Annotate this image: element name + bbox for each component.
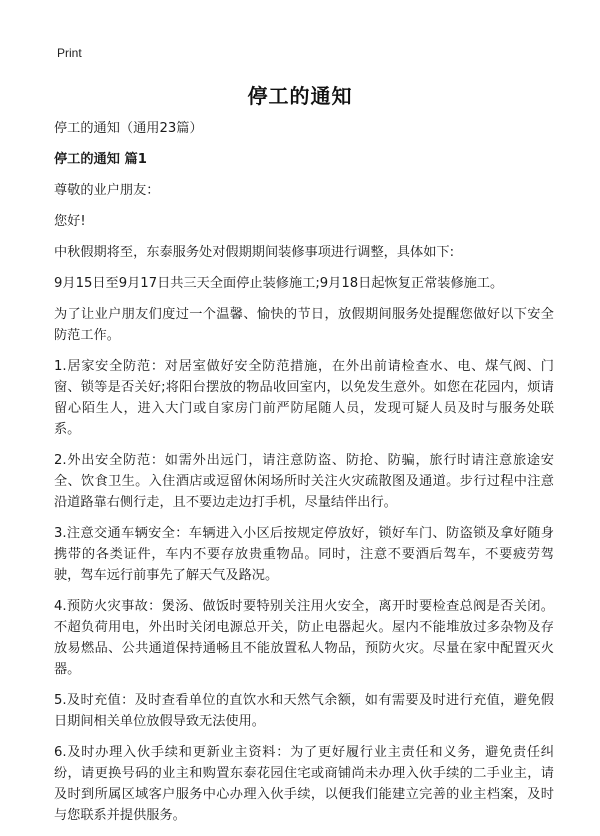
document-body	[54, 118, 554, 836]
lead-paragraph: 为了让业户朋友们度过一个温馨、愉快的节日，放假期间服务处提醒您做好以下安全防范工作。	[54, 307, 554, 343]
item-paragraph: 3.注意交通车辆安全：车辆进入小区后按规定停放好，锁好车门、防盗锁及拿好随身携带的各类证件，车内不要存放贵重物品。同时，注意不要酒后驾车，不要疲劳驾驶，驾车远行前事先了解天气及路况。	[54, 526, 554, 583]
greeting-paragraph: 尊敬的业户朋友：	[54, 183, 160, 198]
item-paragraph: 5.及时充值：及时查看单位的直饮水和天然气余额，如有需要及时进行充值，避免假日期间相关单位放假导致无法使用。	[54, 693, 554, 729]
section-heading: 停工的通知 篇1	[54, 152, 147, 167]
print-label: Print	[57, 46, 82, 60]
intro-paragraph: 中秋假期将至，东泰服务处对假期期间装修事项进行调整，具体如下:	[54, 245, 455, 260]
salutation-paragraph: 您好!	[54, 214, 86, 229]
item-paragraph: 1.居家安全防范：对居室做好安全防范措施，在外出前请检查水、电、煤气阀、门窗、锁等是否关好;将阳台摆放的物品收回室内，以免发生意外。如您在花园内，烦请留心陌生人，进入大门或自家房门前严防尾随人员，发现可疑人员及时与服务处联系。	[54, 359, 554, 437]
document-subtitle: 停工的通知（通用23篇）	[54, 121, 203, 136]
item-paragraph: 2.外出安全防范：如需外出远门，请注意防盗、防抢、防骗，旅行时请注意旅途安全、饮食卫生。入住酒店或逗留休闲场所时关注火灾疏散图及通道。步行过程中注意沿道路靠右侧行走，且不要边走边打手机，尽量结伴出行。	[54, 453, 554, 510]
document-title: 停工的通知	[247, 84, 353, 108]
item-paragraph: 6.及时办理入伙手续和更新业主资料：为了更好履行业主责任和义务，避免责任纠纷，请更换号码的业主和购置东泰花园住宅或商铺尚未办理入伙手续的二手业主，请及时到所属区域客户服务中心办理入伙手续，以便我们能建立完善的业主档案，及时与您联系并提供服务。	[54, 745, 554, 823]
schedule-paragraph: 9月15日至9月17日共三天全面停止装修施工;9月18日起恢复正常装修施工。	[54, 276, 504, 291]
item-paragraph: 4.预防火灾事故：煲汤、做饭时要特别关注用火安全，离开时要检查总阀是否关闭。不超负荷用电，外出时关闭电源总开关，防止电器起火。屋内不能堆放过多杂物及存放易燃品、公共通道保持通畅且不能放置私人物品，预防火灾。尽量在家中配置灭火器。	[54, 599, 554, 677]
